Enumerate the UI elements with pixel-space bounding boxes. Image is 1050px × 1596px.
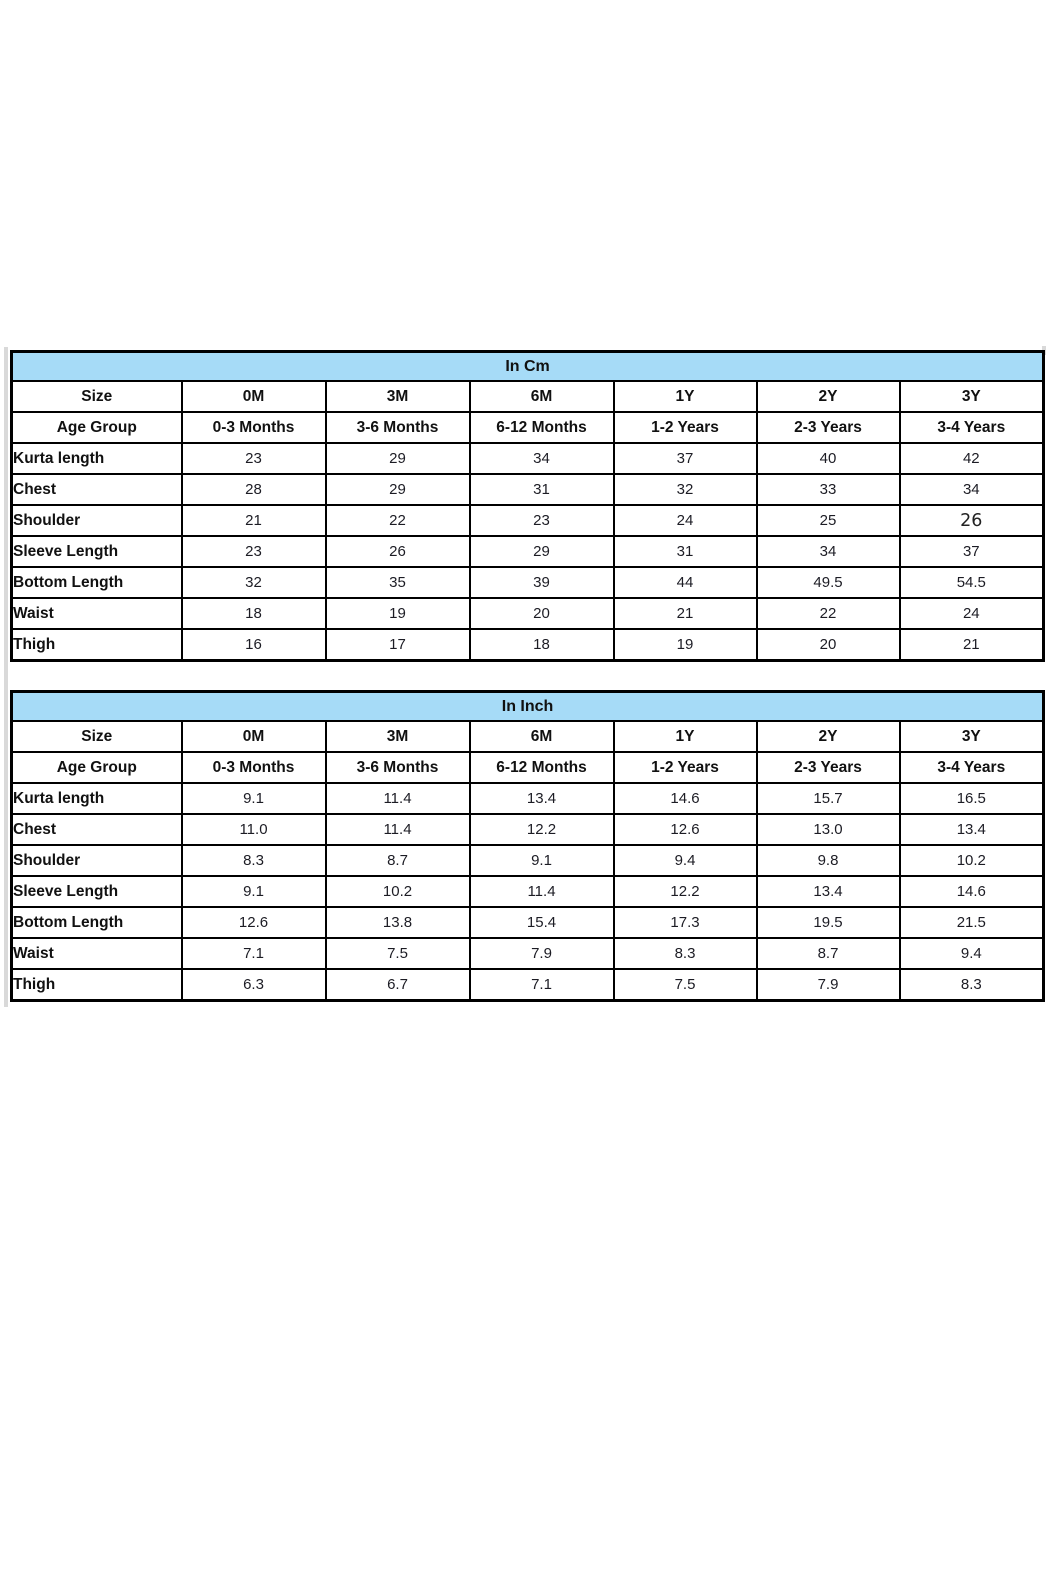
header-row-label: Size: [12, 721, 182, 752]
column-header-cell: 0-3 Months: [182, 412, 326, 443]
measurement-value: 31: [614, 536, 757, 567]
column-header-cell: 1-2 Years: [614, 752, 757, 783]
measurement-value: 16: [182, 629, 326, 661]
size-chart-table-cm: [10, 350, 1045, 662]
column-header-cell: 3M: [326, 721, 470, 752]
measurement-label: Shoulder: [12, 505, 182, 536]
column-header-cell: 2Y: [757, 381, 900, 412]
measurement-value: 11.4: [326, 783, 470, 814]
measurement-value: 34: [757, 536, 900, 567]
measurement-value: 20: [470, 598, 614, 629]
measurement-label: Thigh: [12, 629, 182, 661]
measurement-value: 29: [470, 536, 614, 567]
measurement-value: 17: [326, 629, 470, 661]
measurement-value: 14.6: [900, 876, 1044, 907]
measurement-label: Bottom Length: [12, 567, 182, 598]
measurement-row: [12, 536, 1044, 567]
measurement-value: 7.1: [182, 938, 326, 969]
measurement-row: [12, 629, 1044, 661]
measurement-value: 12.6: [182, 907, 326, 938]
measurement-value: 8.3: [614, 938, 757, 969]
measurement-value: 19: [326, 598, 470, 629]
age-group-header-row: [12, 752, 1044, 783]
measurement-row: [12, 567, 1044, 598]
measurement-value: 37: [614, 443, 757, 474]
measurement-value: 15.4: [470, 907, 614, 938]
measurement-label: Kurta length: [12, 783, 182, 814]
column-header-cell: 3Y: [900, 721, 1044, 752]
measurement-value: 7.1: [470, 969, 614, 1001]
header-row-label: Age Group: [12, 752, 182, 783]
measurement-value: 9.1: [470, 845, 614, 876]
size-header-row: [12, 721, 1044, 752]
measurement-value: 44: [614, 567, 757, 598]
measurement-value: 21: [900, 629, 1044, 661]
measurement-row: [12, 783, 1044, 814]
measurement-value: 12.2: [470, 814, 614, 845]
measurement-value: 54.5: [900, 567, 1044, 598]
measurement-value: 34: [900, 474, 1044, 505]
measurement-value: 24: [614, 505, 757, 536]
measurement-row: [12, 938, 1044, 969]
column-header-cell: 2-3 Years: [757, 412, 900, 443]
measurement-value: 22: [326, 505, 470, 536]
table-body-inch: [12, 721, 1044, 1001]
measurement-value: 7.9: [757, 969, 900, 1001]
measurement-row: [12, 876, 1044, 907]
table-title-row: [12, 692, 1044, 722]
measurement-value: 17.3: [614, 907, 757, 938]
measurement-value: 26: [326, 536, 470, 567]
measurement-value: 13.4: [900, 814, 1044, 845]
measurement-value: 25: [757, 505, 900, 536]
measurement-row: [12, 969, 1044, 1001]
measurement-value: 9.4: [900, 938, 1044, 969]
table-title-row: [12, 352, 1044, 382]
measurement-value: 22: [757, 598, 900, 629]
measurement-value: 32: [614, 474, 757, 505]
column-header-cell: 0M: [182, 381, 326, 412]
measurement-value: 24: [900, 598, 1044, 629]
measurement-row: [12, 598, 1044, 629]
measurement-value: 9.1: [182, 876, 326, 907]
measurement-value: 7.9: [470, 938, 614, 969]
column-header-cell: 3-4 Years: [900, 412, 1044, 443]
column-header-cell: 0-3 Months: [182, 752, 326, 783]
header-row-label: Size: [12, 381, 182, 412]
measurement-value: 18: [470, 629, 614, 661]
measurement-value: 28: [182, 474, 326, 505]
measurement-value: 40: [757, 443, 900, 474]
measurement-value: 23: [182, 443, 326, 474]
measurement-value: 32: [182, 567, 326, 598]
measurement-row: [12, 907, 1044, 938]
page-edge-line-left: [4, 347, 8, 1007]
header-row-label: Age Group: [12, 412, 182, 443]
measurement-value: 8.3: [900, 969, 1044, 1001]
measurement-value: 21: [182, 505, 326, 536]
measurement-value: 9.4: [614, 845, 757, 876]
measurement-value: 15.7: [757, 783, 900, 814]
measurement-value: 10.2: [900, 845, 1044, 876]
measurement-value: 37: [900, 536, 1044, 567]
column-header-cell: 6-12 Months: [470, 752, 614, 783]
measurement-value: 29: [326, 474, 470, 505]
measurement-value: 9.8: [757, 845, 900, 876]
measurement-value: 34: [470, 443, 614, 474]
measurement-value: 13.0: [757, 814, 900, 845]
measurement-value: 21.5: [900, 907, 1044, 938]
age-group-header-row: [12, 412, 1044, 443]
measurement-value: 16.5: [900, 783, 1044, 814]
measurement-value: 6.7: [326, 969, 470, 1001]
measurement-value: 19: [614, 629, 757, 661]
measurement-value: 7.5: [614, 969, 757, 1001]
measurement-value: 8.3: [182, 845, 326, 876]
measurement-value: 23: [470, 505, 614, 536]
measurement-label: Chest: [12, 814, 182, 845]
measurement-value: 31: [470, 474, 614, 505]
table-title-cm: In Cm: [12, 352, 1044, 382]
column-header-cell: 1-2 Years: [614, 412, 757, 443]
measurement-value: 21: [614, 598, 757, 629]
column-header-cell: 2Y: [757, 721, 900, 752]
column-header-cell: 6M: [470, 721, 614, 752]
measurement-value: 26: [900, 505, 1044, 536]
measurement-value: 20: [757, 629, 900, 661]
column-header-cell: 1Y: [614, 381, 757, 412]
measurement-value: 8.7: [326, 845, 470, 876]
measurement-label: Sleeve Length: [12, 876, 182, 907]
measurement-value: 19.5: [757, 907, 900, 938]
measurement-value: 11.4: [470, 876, 614, 907]
measurement-value: 13.4: [470, 783, 614, 814]
measurement-value: 7.5: [326, 938, 470, 969]
column-header-cell: 0M: [182, 721, 326, 752]
measurement-value: 12.2: [614, 876, 757, 907]
measurement-value: 39: [470, 567, 614, 598]
measurement-value: 11.4: [326, 814, 470, 845]
measurement-value: 6.3: [182, 969, 326, 1001]
measurement-value: 9.1: [182, 783, 326, 814]
size-chart-table-inch: [10, 690, 1045, 1002]
measurement-row: [12, 474, 1044, 505]
column-header-cell: 3-6 Months: [326, 752, 470, 783]
column-header-cell: 2-3 Years: [757, 752, 900, 783]
measurement-value: 12.6: [614, 814, 757, 845]
column-header-cell: 3-6 Months: [326, 412, 470, 443]
measurement-label: Shoulder: [12, 845, 182, 876]
measurement-value: 18: [182, 598, 326, 629]
column-header-cell: 3M: [326, 381, 470, 412]
measurement-label: Kurta length: [12, 443, 182, 474]
measurement-label: Chest: [12, 474, 182, 505]
measurement-row: [12, 814, 1044, 845]
measurement-label: Thigh: [12, 969, 182, 1001]
measurement-value: 42: [900, 443, 1044, 474]
measurement-value: 35: [326, 567, 470, 598]
measurement-value: 10.2: [326, 876, 470, 907]
column-header-cell: 6-12 Months: [470, 412, 614, 443]
measurement-row: [12, 505, 1044, 536]
measurement-label: Bottom Length: [12, 907, 182, 938]
measurement-value: 11.0: [182, 814, 326, 845]
column-header-cell: 3Y: [900, 381, 1044, 412]
measurement-label: Waist: [12, 598, 182, 629]
measurement-label: Waist: [12, 938, 182, 969]
measurement-value: 29: [326, 443, 470, 474]
measurement-value: 23: [182, 536, 326, 567]
table-body-cm: [12, 381, 1044, 661]
measurement-value: 13.8: [326, 907, 470, 938]
column-header-cell: 3-4 Years: [900, 752, 1044, 783]
measurement-row: [12, 443, 1044, 474]
table-title-inch: In Inch: [12, 692, 1044, 722]
measurement-value: 14.6: [614, 783, 757, 814]
measurement-label: Sleeve Length: [12, 536, 182, 567]
measurement-value: 49.5: [757, 567, 900, 598]
size-header-row: [12, 381, 1044, 412]
column-header-cell: 1Y: [614, 721, 757, 752]
measurement-row: [12, 845, 1044, 876]
measurement-value: 33: [757, 474, 900, 505]
column-header-cell: 6M: [470, 381, 614, 412]
measurement-value: 8.7: [757, 938, 900, 969]
measurement-value: 13.4: [757, 876, 900, 907]
